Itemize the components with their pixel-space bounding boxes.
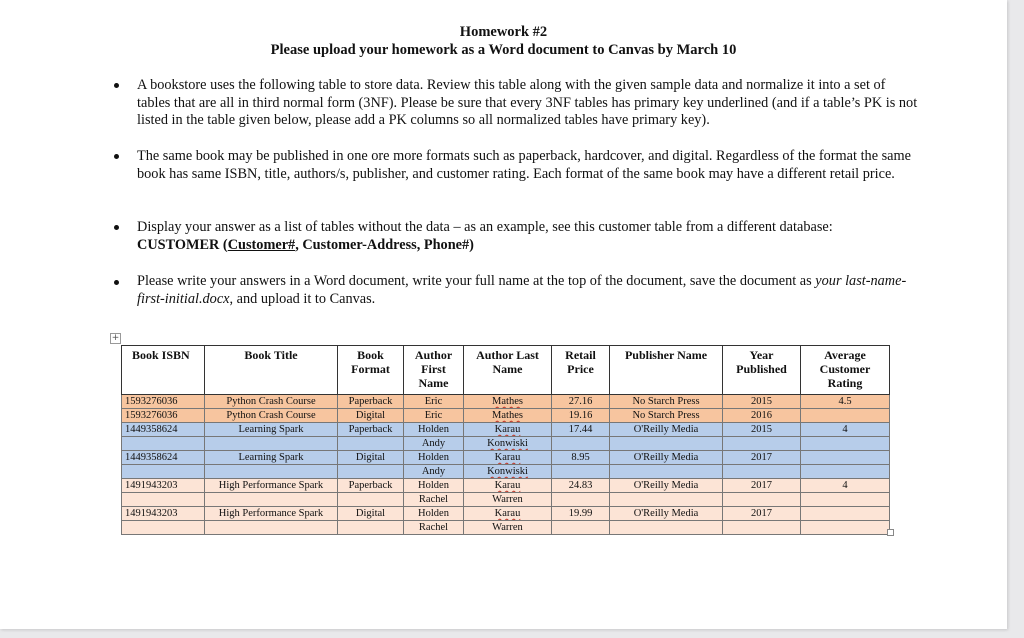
cell-text: Mathes bbox=[492, 410, 523, 421]
cell-text: 1491943203 bbox=[125, 480, 178, 491]
table-cell-publisher bbox=[610, 479, 723, 493]
table-cell-rating bbox=[801, 465, 890, 479]
header-retail-price: Retail Price bbox=[552, 346, 610, 395]
table-cell-publisher bbox=[610, 521, 723, 535]
cell-text: Eric bbox=[424, 396, 443, 407]
table-cell-price bbox=[552, 493, 610, 507]
table-row bbox=[122, 437, 890, 451]
cell-text: Paperback bbox=[348, 480, 393, 491]
table-cell-first bbox=[404, 409, 464, 423]
move-cross-icon[interactable]: + bbox=[111, 333, 120, 343]
table-header-row bbox=[122, 346, 890, 395]
cell-text: Warren bbox=[492, 522, 523, 533]
table-cell-format bbox=[338, 521, 404, 535]
table-row bbox=[122, 507, 890, 521]
cell-text: Karau bbox=[494, 424, 521, 435]
table-cell-title bbox=[205, 409, 338, 423]
cell-text: 4 bbox=[842, 480, 848, 491]
table-cell-last bbox=[464, 507, 552, 521]
cell-text: 4 bbox=[842, 424, 848, 435]
table-cell-year bbox=[723, 437, 801, 451]
cell-text: 19.16 bbox=[568, 410, 593, 421]
bullet-dot bbox=[114, 225, 119, 230]
table-cell-rating bbox=[801, 409, 890, 423]
cell-text: Python Crash Course bbox=[226, 396, 316, 407]
table-cell-isbn bbox=[122, 507, 205, 521]
table-cell-year bbox=[723, 409, 801, 423]
table-cell-format bbox=[338, 409, 404, 423]
table-cell-year bbox=[723, 423, 801, 437]
cell-text: O'Reilly Media bbox=[633, 480, 699, 491]
table-cell-price bbox=[552, 437, 610, 451]
table-cell-first bbox=[404, 507, 464, 521]
table-cell-last bbox=[464, 521, 552, 535]
table-cell-rating bbox=[801, 395, 890, 409]
table-cell-first bbox=[404, 521, 464, 535]
cell-text: Karau bbox=[494, 508, 521, 519]
table-cell-price bbox=[552, 465, 610, 479]
table-cell-price bbox=[552, 507, 610, 521]
homework-title: Homework #2 bbox=[459, 24, 548, 40]
table-cell-isbn bbox=[122, 451, 205, 465]
table-cell-title bbox=[205, 437, 338, 451]
table-cell-title bbox=[205, 465, 338, 479]
header-average-rating: Average Customer Rating bbox=[801, 346, 890, 395]
table-cell-price bbox=[552, 395, 610, 409]
bullet-dot bbox=[114, 83, 119, 88]
table-row bbox=[122, 395, 890, 409]
cell-text: Holden bbox=[418, 424, 449, 435]
cell-text: 4.5 bbox=[838, 396, 852, 407]
homework-subtitle: Please upload your homework as a Word document to Canvas by March 10 bbox=[270, 42, 737, 58]
customer-primary-key: Customer# bbox=[227, 236, 296, 253]
table-cell-publisher bbox=[610, 465, 723, 479]
table-cell-rating bbox=[801, 479, 890, 493]
table-cell-rating bbox=[801, 493, 890, 507]
table-cell-last bbox=[464, 493, 552, 507]
table-cell-title bbox=[205, 493, 338, 507]
table-cell-format bbox=[338, 493, 404, 507]
table-cell-year bbox=[723, 507, 801, 521]
cell-text: O'Reilly Media bbox=[633, 452, 699, 463]
table-cell-isbn bbox=[122, 437, 205, 451]
bullet-paragraph-2: The same book may be published in one ore more formats such as paperback, hardcover, and digital. Regardless of the format the same book has same ISBN, title, authors/s, publisher, and customer rating. Each format of the same book may have a different retail price. bbox=[137, 148, 911, 182]
table-cell-format bbox=[338, 507, 404, 521]
header-book-format: Book Format bbox=[338, 346, 404, 395]
table-cell-isbn bbox=[122, 493, 205, 507]
cell-text: Konwiski bbox=[487, 466, 528, 477]
table-cell-publisher bbox=[610, 493, 723, 507]
table-cell-isbn bbox=[122, 479, 205, 493]
table-cell-year bbox=[723, 521, 801, 535]
table-cell-format bbox=[338, 437, 404, 451]
cell-text: 27.16 bbox=[568, 396, 593, 407]
table-cell-year bbox=[723, 395, 801, 409]
bullet-3-text: Display your answer as a list of tables without the data – as an example, see this customer table from a different database: bbox=[137, 219, 833, 235]
cell-text: No Starch Press bbox=[632, 410, 700, 421]
table-cell-rating bbox=[801, 437, 890, 451]
resize-handle-icon[interactable] bbox=[887, 529, 894, 536]
cell-text: Holden bbox=[418, 480, 449, 491]
bullet-paragraph-3 bbox=[137, 219, 922, 254]
table-cell-last bbox=[464, 395, 552, 409]
cell-text: 24.83 bbox=[568, 480, 593, 491]
cell-text: Paperback bbox=[348, 424, 393, 435]
header-author-last-name: Author Last Name bbox=[464, 346, 552, 395]
customer-table-name: CUSTOMER bbox=[137, 236, 220, 253]
table-row bbox=[122, 493, 890, 507]
table-cell-year bbox=[723, 493, 801, 507]
table-cell-publisher bbox=[610, 423, 723, 437]
cell-text: Andy bbox=[421, 438, 446, 449]
cell-text: 1593276036 bbox=[125, 396, 178, 407]
cell-text: Eric bbox=[424, 410, 443, 421]
cell-text: 1593276036 bbox=[125, 410, 178, 421]
cell-text: High Performance Spark bbox=[218, 508, 324, 519]
cell-text: Karau bbox=[494, 452, 521, 463]
cell-text: Holden bbox=[418, 508, 449, 519]
table-cell-isbn bbox=[122, 395, 205, 409]
table-cell-publisher bbox=[610, 395, 723, 409]
cell-text: O'Reilly Media bbox=[633, 508, 699, 519]
table-cell-first bbox=[404, 451, 464, 465]
bullet-paragraph-4 bbox=[137, 273, 922, 308]
bullet-dot bbox=[114, 280, 119, 285]
table-cell-last bbox=[464, 451, 552, 465]
cell-text: 2017 bbox=[751, 452, 772, 463]
header-year-published: Year Published bbox=[723, 346, 801, 395]
table-cell-publisher bbox=[610, 437, 723, 451]
table-cell-last bbox=[464, 423, 552, 437]
cell-text: 1449358624 bbox=[125, 452, 178, 463]
bullet-4-end: , and upload it to Canvas. bbox=[229, 290, 376, 307]
cell-text: Learning Spark bbox=[238, 424, 304, 435]
table-row bbox=[122, 465, 890, 479]
cell-text: O'Reilly Media bbox=[633, 424, 699, 435]
book-table bbox=[121, 345, 890, 535]
table-cell-year bbox=[723, 451, 801, 465]
cell-text: 2017 bbox=[751, 508, 772, 519]
table-row bbox=[122, 479, 890, 493]
table-row bbox=[122, 521, 890, 535]
table-cell-year bbox=[723, 465, 801, 479]
cell-text: Digital bbox=[355, 452, 386, 463]
cell-text: Rachel bbox=[418, 494, 449, 505]
table-cell-isbn bbox=[122, 423, 205, 437]
table-cell-publisher bbox=[610, 451, 723, 465]
table-row bbox=[122, 423, 890, 437]
cell-text: 2015 bbox=[751, 396, 772, 407]
table-cell-title bbox=[205, 507, 338, 521]
cell-text: 17.44 bbox=[568, 424, 593, 435]
bullet-dot bbox=[114, 154, 119, 159]
table-cell-last bbox=[464, 409, 552, 423]
table-cell-price bbox=[552, 451, 610, 465]
table-cell-rating bbox=[801, 521, 890, 535]
table-cell-first bbox=[404, 423, 464, 437]
header-book-isbn: Book ISBN bbox=[122, 346, 205, 395]
table-cell-rating bbox=[801, 451, 890, 465]
table-cell-year bbox=[723, 479, 801, 493]
table-cell-format bbox=[338, 479, 404, 493]
table-cell-last bbox=[464, 465, 552, 479]
table-cell-isbn bbox=[122, 521, 205, 535]
cell-text: No Starch Press bbox=[632, 396, 700, 407]
table-cell-last bbox=[464, 479, 552, 493]
cell-text: Warren bbox=[492, 494, 523, 505]
customer-open-paren: ( bbox=[219, 236, 228, 253]
table-cell-format bbox=[338, 451, 404, 465]
table-cell-title bbox=[205, 479, 338, 493]
cell-text: 2015 bbox=[751, 424, 772, 435]
cell-text: Andy bbox=[421, 466, 446, 477]
bullet-4-text: Please write your answers in a Word document, write your full name at the top of the document, save the document as bbox=[137, 273, 816, 289]
table-cell-first bbox=[404, 437, 464, 451]
cell-text: 2017 bbox=[751, 480, 772, 491]
cell-text: 1491943203 bbox=[125, 508, 178, 519]
header-book-title: Book Title bbox=[205, 346, 338, 395]
cell-text: Holden bbox=[418, 452, 449, 463]
header-author-first-name: Author First Name bbox=[404, 346, 464, 395]
table-cell-price bbox=[552, 479, 610, 493]
table-cell-format bbox=[338, 395, 404, 409]
cell-text: Digital bbox=[355, 508, 386, 519]
cell-text: Konwiski bbox=[487, 438, 528, 449]
cell-text: Karau bbox=[494, 480, 521, 491]
cell-text: Mathes bbox=[492, 396, 523, 407]
table-cell-format bbox=[338, 465, 404, 479]
cell-text: Python Crash Course bbox=[226, 410, 316, 421]
cell-text: Rachel bbox=[418, 522, 449, 533]
table-cell-first bbox=[404, 493, 464, 507]
cell-text: 1449358624 bbox=[125, 424, 178, 435]
cell-text: Paperback bbox=[348, 396, 393, 407]
header-publisher-name: Publisher Name bbox=[610, 346, 723, 395]
table-cell-price bbox=[552, 423, 610, 437]
table-cell-title bbox=[205, 451, 338, 465]
table-cell-title bbox=[205, 395, 338, 409]
table-row bbox=[122, 409, 890, 423]
cell-text: 19.99 bbox=[568, 508, 593, 519]
table-cell-price bbox=[552, 409, 610, 423]
cell-text: Learning Spark bbox=[238, 452, 304, 463]
table-cell-rating bbox=[801, 423, 890, 437]
table-cell-first bbox=[404, 479, 464, 493]
table-cell-rating bbox=[801, 507, 890, 521]
table-cell-isbn bbox=[122, 409, 205, 423]
bullet-paragraph-1: A bookstore uses the following table to store data. Review this table along with the given sample data and normalize it into a set of tables that are all in third normal form (3NF). Please be sure that every 3NF tables has primary key underlined (and if a table’s PK is not listed in the table given below, please add a PK columns so all normalized tables have primary key). bbox=[137, 77, 918, 129]
table-cell-publisher bbox=[610, 409, 723, 423]
cell-text: Digital bbox=[355, 410, 386, 421]
table-cell-format bbox=[338, 423, 404, 437]
table-cell-price bbox=[552, 521, 610, 535]
table-cell-title bbox=[205, 423, 338, 437]
bullet-4-filename: your last-name-first-initial.docx bbox=[137, 273, 907, 307]
table-cell-title bbox=[205, 521, 338, 535]
customer-attributes: , Customer-Address, Phone#) bbox=[295, 236, 474, 253]
table-cell-first bbox=[404, 465, 464, 479]
table-cell-last bbox=[464, 437, 552, 451]
cell-text: 8.95 bbox=[571, 452, 590, 463]
cell-text: High Performance Spark bbox=[218, 480, 324, 491]
table-cell-isbn bbox=[122, 465, 205, 479]
table-row bbox=[122, 451, 890, 465]
table-cell-publisher bbox=[610, 507, 723, 521]
table-cell-first bbox=[404, 395, 464, 409]
cell-text: 2016 bbox=[751, 410, 772, 421]
